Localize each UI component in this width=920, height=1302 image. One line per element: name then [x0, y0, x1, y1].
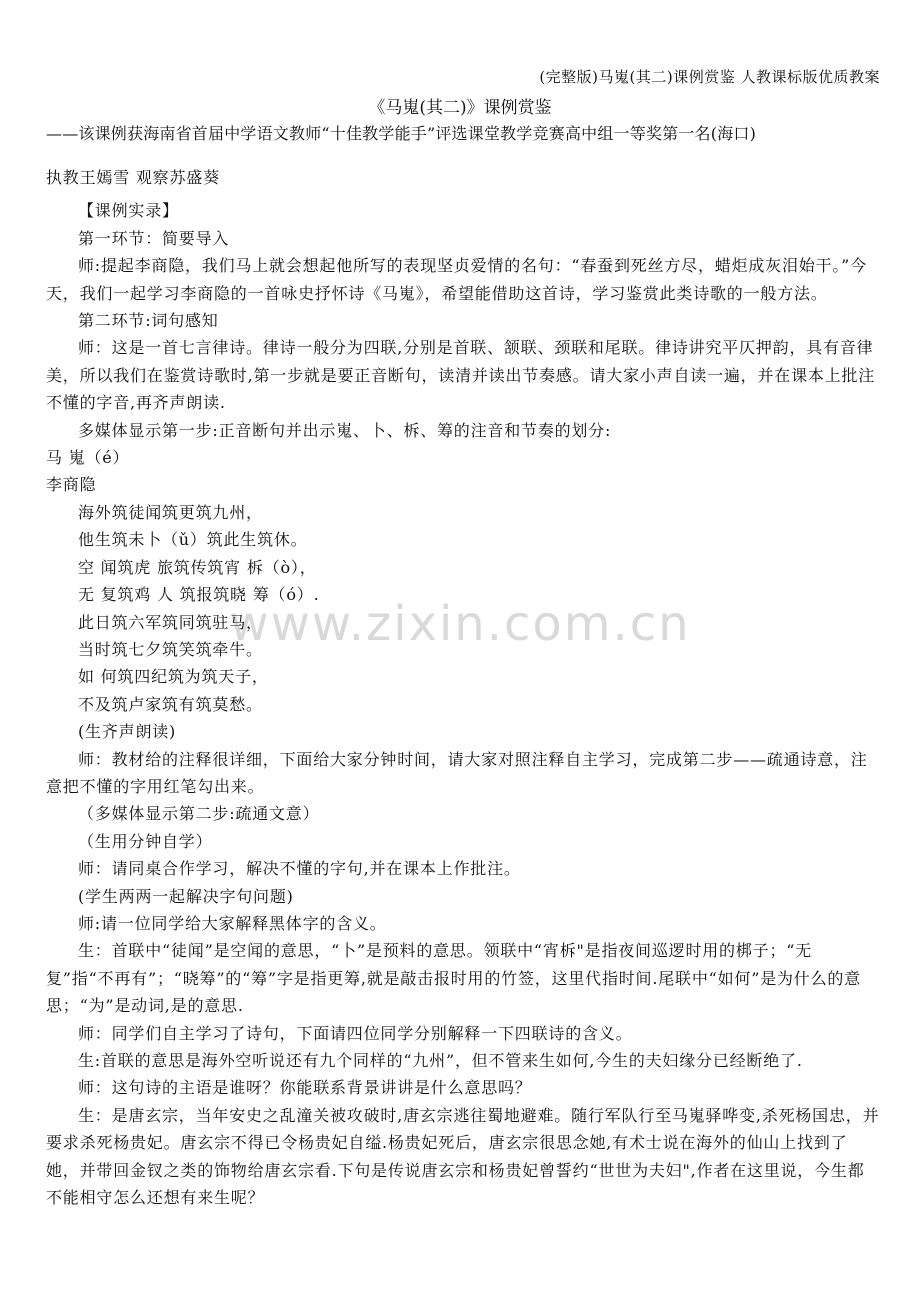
paragraph: 生：首联中“徒闻”是空闻的意思，“卜”是预料的意思。领联中“宵柝"是指夜间巡逻时用的梆子；“无复”指“不再有”；“晓筹”的“筹”字是指更筹,就是敲击报时用的竹签，这里代指时间.尾联中“如何”是为什么的意思；“为”是动词,是的意思.	[46, 941, 861, 1016]
paragraph: (学生两两一起解决字句问题)	[78, 886, 294, 906]
paragraph: 师：这是一首七言律诗。律诗一般分为四联,分别是首联、颔联、颈联和尾联。律诗讲究平仄押韵，具有音律美，所以我们在鉴赏诗歌时,第一步就是要正音断句，读清并读出节奏感。请大家小声自读一遍，并在课本上批注不懂的字音,再齐声朗读.	[46, 338, 876, 413]
paragraph: 师：请同桌合作学习，解决不懂的字句,并在课本上作批注。	[78, 859, 521, 879]
poem-line: 海外筑徒闻筑更筑九州，	[78, 502, 263, 522]
paragraph: 师：教材给的注释很详细，下面给大家分钟时间，请大家对照注释自主学习，完成第二步——疏通诗意，注意把不懂的字用红笔勾出来。	[46, 749, 868, 796]
poem-title: 马 嵬（é）	[46, 448, 130, 468]
poem-line: 空 闻筑虎 旅筑传筑宵 柝（ò），	[78, 557, 317, 577]
poem-line: 当时筑七夕筑笑筑牵牛。	[78, 639, 263, 659]
paragraph: 生:首联的意思是海外空听说还有九个同样的“九州”，但不管来生如何,今生的夫妇缘分已经断绝了.	[78, 1051, 803, 1070]
poem-author: 李商隐	[46, 475, 97, 495]
header-note: (完整版)马嵬(其二)课例赏鉴 人教课标版优质教案	[539, 68, 880, 86]
paragraph: 师:提起李商隐，我们马上就会想起他所写的表现坚贞爱情的名句：“春蚕到死丝方尽，蜡炬成灰泪始干。”今天，我们一起学习李商隐的一首咏史抒怀诗《马嵬》，希望能借助这首诗，学习鉴赏此类诗歌的一般方法。	[46, 256, 867, 303]
poem-line: 此日筑六军筑同筑驻马，	[78, 612, 263, 632]
paragraph: 多媒体显示第一步:正音断句并出示嵬、卜、柝、筹的注音和节奏的划分:	[78, 420, 612, 440]
paragraph: （生用分钟自学）	[78, 831, 213, 851]
poem-line: 无 复筑鸡 人 筑报筑晓 筹（ó）.	[78, 585, 320, 605]
step-heading: 第二环节:词句感知	[78, 311, 219, 331]
instructor-line: 执教王嫣雪 观察苏盛葵	[46, 168, 220, 187]
document-body	[46, 164, 880, 1211]
poem-line: 他生筑未卜（ǔ）筑此生筑休。	[78, 530, 308, 550]
paragraph: 师：这句诗的主语是谁呀？你能联系背景讲讲是什么意思吗？	[78, 1078, 532, 1098]
poem-line: 不及筑卢家筑有筑莫愁。	[78, 694, 263, 714]
poem-line: 如 何筑四纪筑为筑天子，	[78, 667, 269, 687]
subtitle: ——该课例获海南省首届中学语文教师“十佳教学能手”评选课堂教学竞赛高中组一等奖第一名(海口)	[46, 124, 757, 143]
paragraph: 师：同学们自主学习了诗句，下面请四位同学分别解释一下四联诗的含义。	[78, 1023, 633, 1043]
page-title: 《马嵬(其二)》课例赏鉴	[368, 98, 552, 118]
paragraph: 生：是唐玄宗，当年安史之乱潼关被攻破时,唐玄宗逃往蜀地避难。随行军队行至马嵬驿哗变,杀死杨国忠，并要求杀死杨贵妃。唐玄宗不得已令杨贵妃自缢.杨贵妃死后，唐玄宗很思念她,有术士说在海外的仙山上找到了她，并带回金钗之类的饰物给唐玄宗看.下句是传说唐玄宗和杨贵妃曾誓约“世世为夫妇",作者在这里说，今生都不能相守怎么还想有来生呢？	[46, 1105, 880, 1208]
step-heading: 第一环节：简要导入	[78, 228, 230, 248]
section-heading: 【课例实录】	[78, 201, 179, 221]
watermark: www.zixin.com.cn	[229, 596, 691, 652]
paragraph: （多媒体显示第二步:疏通文意）	[78, 804, 320, 824]
paragraph: (生齐声朗读)	[78, 722, 177, 742]
paragraph: 师:请一位同学给大家解释黑体字的含义。	[78, 913, 387, 933]
